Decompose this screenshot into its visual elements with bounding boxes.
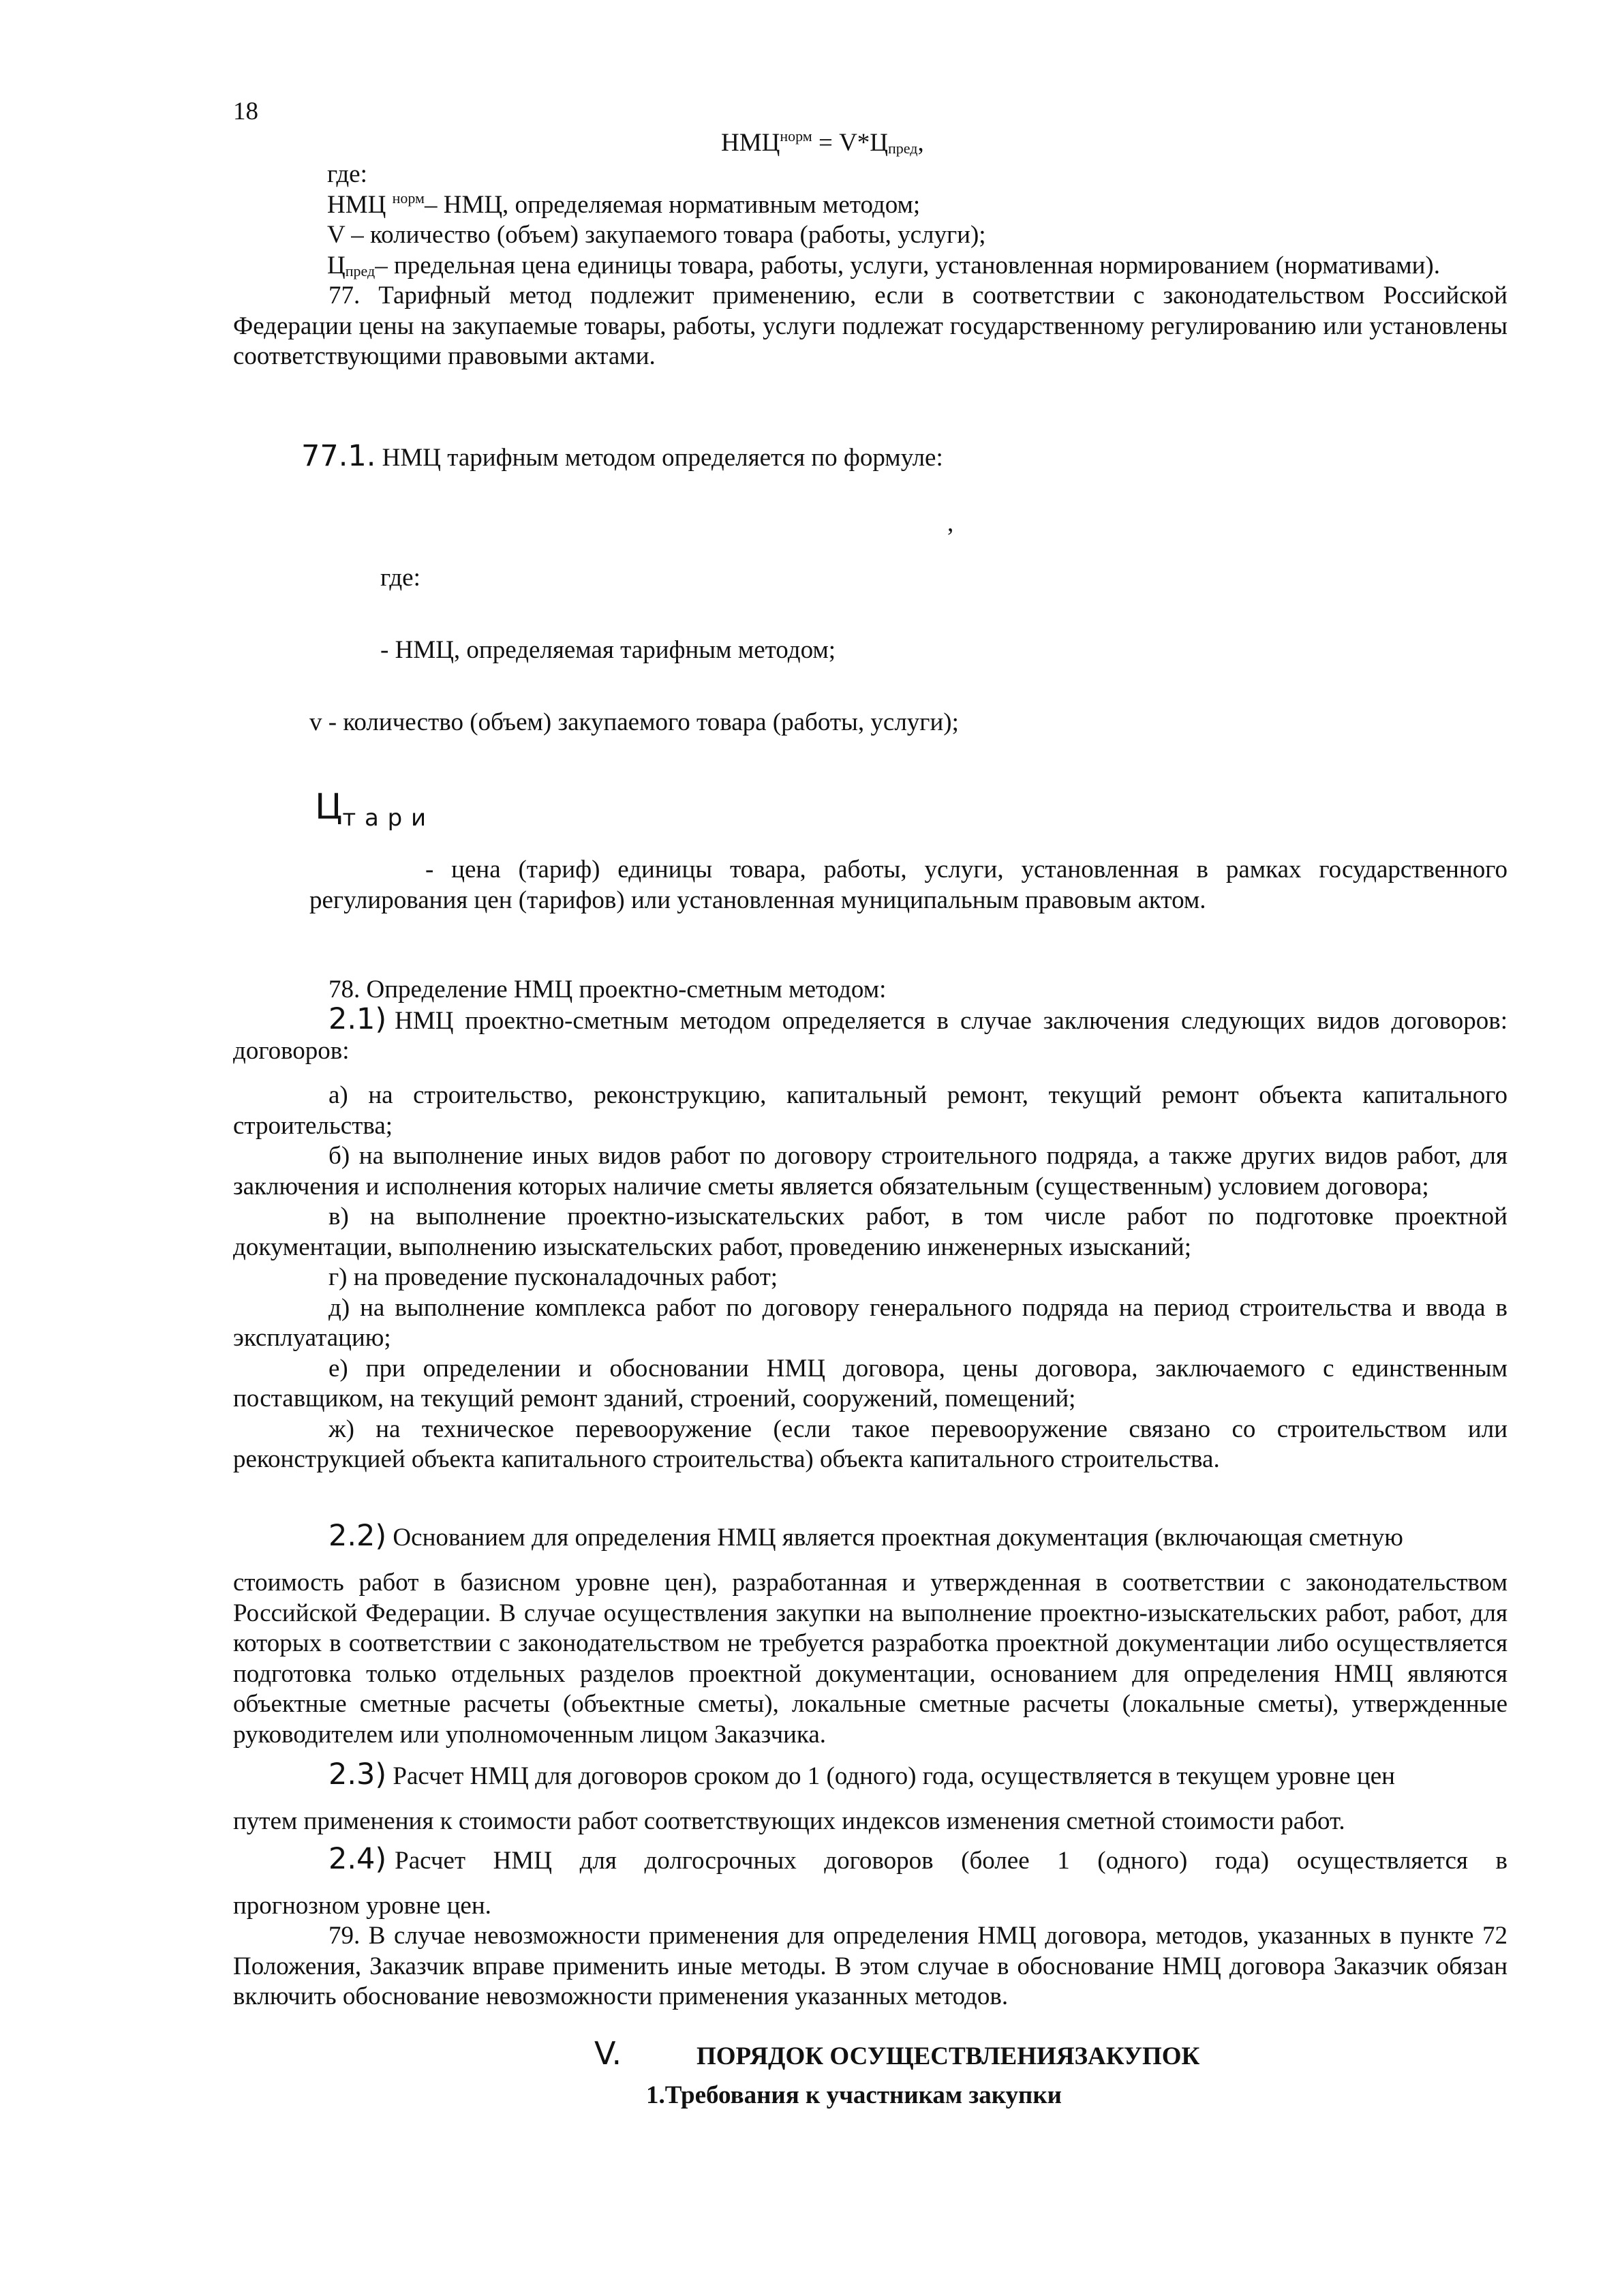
paragraph-2-1-text: НМЦ проектно-сметным методом определяется в случае заключения следующих видов договоров: (395, 1007, 1508, 1035)
def-norm: НМЦ $^{норм}$– НМЦ, определяемая нормативным методом; (327, 189, 921, 219)
paragraph-2-1-number: 2.1) (328, 1002, 387, 1036)
paragraph-77-1-text: НМЦ тарифным методом определяется по формуле: (376, 444, 943, 472)
page-number: 18 (233, 97, 258, 125)
formula-eq: = V*Ц (812, 129, 889, 157)
formula-comma: , (947, 509, 954, 537)
paragraph-2-4-line1 (328, 1842, 1508, 1876)
paragraph-2-2-body: стоимость работ в базисном уровне цен), разработанная и утвержденная в соответствии с законодательством Российской Федерации. В случае осуществления закупки на выполнение проектно-изыскательских работ, работ, для которых в соответствии с законодательством не требуется разработка проектной документации либо осуществляется подготовка только отдельных разделов проектной документации, основанием для определения НМЦ являются объектные сметные расчеты (объектные сметы), локальные сметные расчеты (локальные сметы), утвержденные руководителем или уполномоченным лицом Заказчика. (233, 1569, 1508, 1749)
formula-lhs: НМЦ (721, 129, 780, 157)
tariff-symbol-sub: т а р и (342, 804, 427, 832)
list-item: ж) на техническое перевооружение (если такое перевооружение связано со строительством или реконструкцией объекта капитального строительства) объекта капитального строительства. (233, 1415, 1508, 1473)
def-v: V – количество (объем) закупаемого товара (работы, услуги); (327, 221, 986, 249)
paragraph-2-2-line1 (328, 1519, 1403, 1553)
where-label: где: (327, 160, 367, 188)
paragraph-77: 77. Тарифный метод подлежит применению, если в соответствии с законодательством Российской Федерации цены на закупаемые товары, работы, услуги подлежат государственному регулированию или установлены соответствующими правовыми актами. (233, 282, 1508, 370)
paragraph-79: 79. В случае невозможности применения для определения НМЦ договора, методов, указанных в пункте 72 Положения, Заказчик вправе применить иные методы. В этом случае в обоснование НМЦ договора Заказчик обязан включить обоснование невозможности применения указанных методов. (233, 1922, 1508, 2010)
list-item: д) на выполнение комплекса работ по договору генерального подряда на период строительства и ввода в эксплуатацию; (233, 1293, 1508, 1352)
subsection-heading: 1.Требования к участникам закупки (646, 2081, 1062, 2109)
paragraph-2-3-lead: Расчет НМЦ для договоров сроком до 1 (одного) года, осуществляется в текущем уровне цен (386, 1762, 1395, 1790)
paragraph-2-4-lead: Расчет НМЦ для долгосрочных договоров (более 1 (одного) года) осуществляется в (395, 1847, 1508, 1875)
paragraph-2-2-number: 2.2) (328, 1519, 387, 1553)
tariff-symbol-main: Ц (315, 787, 343, 828)
where-label-2: где: (380, 564, 420, 592)
def-tariff-price: - цена (тариф) единицы товара, работы, услуги, установленная в рамках государственного регулирования цен (тарифов) или установленная муниципальным правовым актом. (309, 856, 1508, 914)
paragraph-78: 78. Определение НМЦ проектно-сметным методом: (328, 976, 887, 1003)
paragraph-2-1-line1 (328, 1002, 1508, 1036)
paragraph-77-1 (301, 439, 943, 473)
paragraph-2-4-number: 2.4) (328, 1842, 387, 1876)
section-number: V. (594, 2035, 622, 2072)
formula-tail: , (917, 129, 924, 157)
paragraph-2-4-tail: прогнозном уровне цен. (233, 1892, 491, 1920)
formula-sub: пред (888, 140, 918, 157)
list-item: а) на строительство, реконструкцию, капитальный ремонт, текущий ремонт объекта капитального строительства; (233, 1081, 1508, 1140)
list-item: е) при определении и обосновании НМЦ договора, цены договора, заключаемого с единственным поставщиком, на текущий ремонт зданий, строений, сооружений, помещений; (233, 1354, 1508, 1413)
section-heading (594, 2035, 1200, 2072)
list-item: б) на выполнение иных видов работ по договору строительного подряда, а также других видов работ, для заключения и исполнения которых наличие сметы является обязательным (существенным) условием договора; (233, 1142, 1508, 1200)
paragraph-2-3-tail: путем применения к стоимости работ соответствующих индексов изменения сметной стоимости работ. (233, 1807, 1345, 1835)
list-item: в) на выполнение проектно-изыскательских работ, в том числе работ по подготовке проектной документации, выполнению изыскательских работ, проведению инженерных изысканий; (233, 1203, 1508, 1261)
paragraph-2-1-tail: договоров: (233, 1037, 350, 1065)
def-price: $Ц_{пред}-$ предельная цена единицы товара, работы, услуги, установленная нормированием (нормативами). (327, 251, 1441, 280)
section-title: ПОРЯДОК ОСУЩЕСТВЛЕНИЯЗАКУПОК (697, 2042, 1200, 2070)
list-item: г) на проведение пусконаладочных работ; (328, 1263, 778, 1291)
def-v2: v - количество (объем) закупаемого товара (работы, услуги); (309, 708, 959, 736)
paragraph-2-2-lead: Основанием для определения НМЦ является проектная документация (включающая сметную (386, 1524, 1403, 1552)
definitions-block (233, 160, 1508, 372)
tariff-symbol (315, 787, 427, 832)
def-tariff: - НМЦ, определяемая тарифным методом; (380, 636, 836, 664)
formula-normative (721, 128, 924, 158)
formula-sup: норм (780, 127, 812, 145)
paragraph-2-3-line1 (328, 1757, 1395, 1792)
paragraph-2-3-number: 2.3) (328, 1757, 387, 1792)
paragraph-77-1-number: 77.1. (301, 439, 376, 473)
contract-type-list (233, 1081, 1508, 1475)
